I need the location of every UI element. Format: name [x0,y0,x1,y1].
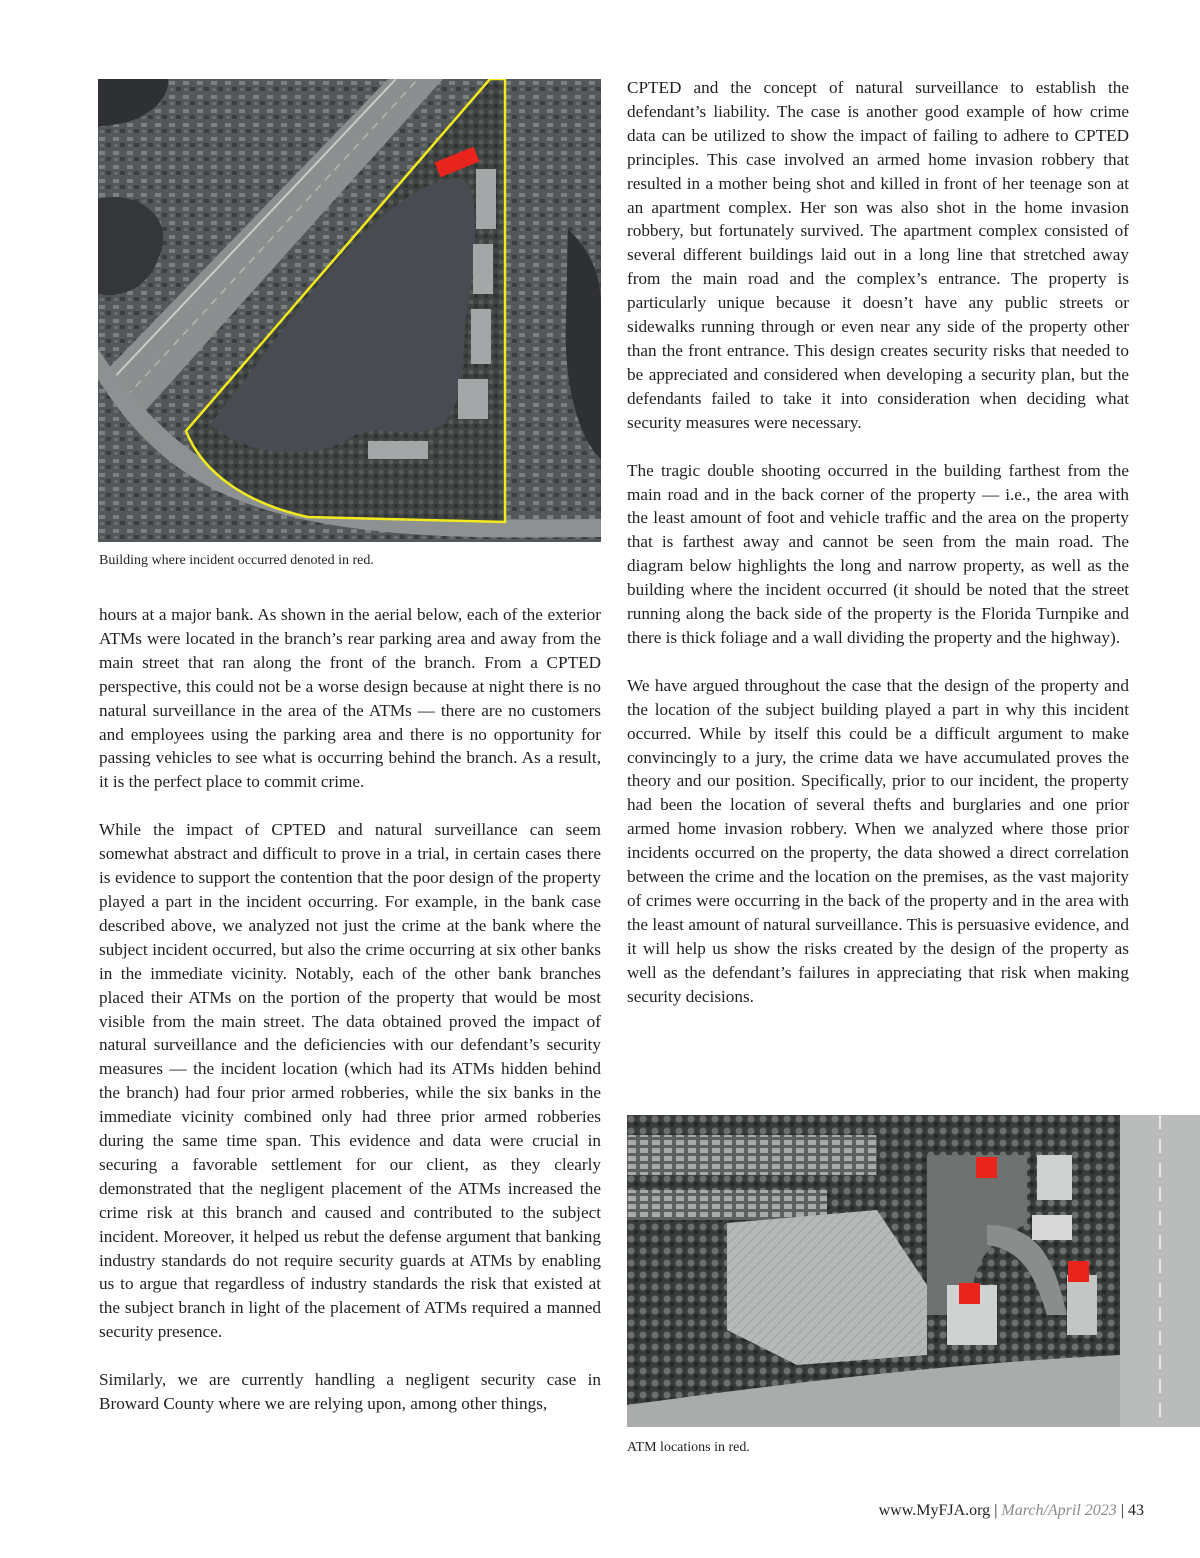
aerial-map-caption: Building where incident occurred denoted in red. [99,553,374,568]
right-paragraph-1: CPTED and the concept of natural surveillance to establish the defendant’s liability. The case is another good example of how crime data can be utilized to show the impact of failing to adhere to CPTED principles. This case involved an armed home invasion robbery that resulted in a mother being shot and killed in front of her teenage son at an apartment complex. Her son was also shot in the home invasion robbery, but fortunately survived. The apartment complex consisted of several different buildings laid out in a long line that stretched away from the main road and the complex’s entrance. The property is particularly unique because it doesn’t have any public streets or sidewalks running through or even near any side of the property other than the front entrance. This design creates security risks that needed to be appreciated and considered when developing a security plan, but the defendants failed to take it into consideration when deciding what security measures were necessary. [627,78,1129,432]
left-paragraph-1: hours at a major bank. As shown in the aerial below, each of the exterior ATMs were located in the branch’s rear parking area and away from the main street that ran along the front of the branch. From a CPTED perspective, this could not be a worse design because at night there is no natural surveillance in the area of the ATMs — there are no customers and employees using the parking area and there is no opportunity for passing vehicles to see what is occurring behind the branch. As a result, it is the perfect place to commit crime. [99,605,601,792]
right-column [627,76,1129,1009]
aerial-map-image [98,79,601,542]
footer-issue: March/April 2023 [1001,1502,1117,1519]
page-footer [879,1502,1144,1520]
left-column [99,603,601,1416]
atm-aerial-image [627,1115,1200,1427]
footer-website: www.MyFJA.org [878,1502,991,1519]
left-paragraph-2: While the impact of CPTED and natural surveillance can seem somewhat abstract and difficult to prove in a trial, in certain cases there is evidence to support the contention that the poor design of the property played a part in the incident occurring. For example, in the bank case described above, we analyzed not just the crime at the bank where the subject incident occurred, but also the crime occurring at six other banks in the immediate vicinity. Notably, each of the other bank branches placed their ATMs on the portion of the property that would be most visible from the main street. The data obtained proved the impact of natural surveillance and the deficiencies with our defendant’s security measures — the incident location (which had its ATMs hidden behind the branch) had four prior armed robberies, while the six banks in the immediate vicinity combined only had three prior armed robberies during the same time span. This evidence and data were crucial in securing a favorable settlement for our client, as they clearly demonstrated that the negligent placement of the ATMs increased the crime risk at this branch and caused and contributed to the subject incident. Moreover, it helped us rebut the defense argument that banking industry standards do not require security guards at ATMs by enabling us to argue that regardless of industry standards the risk that existed at the subject branch in light of the placement of ATMs required a manned security presence. [99,820,601,1342]
atm-photo-caption: ATM locations in red. [627,1440,750,1455]
footer-page-number: 43 [1128,1502,1144,1519]
right-paragraph-3: We have argued throughout the case that the design of the property and the location of the subject building played a part in why this incident occurred. While by itself this could be a difficult argument to make convincingly to a jury, the crime data we have accumulated proves the theory and our position. Specifically, prior to our incident, the property had been the location of several thefts and burglaries and one prior armed home invasion robbery. When we analyzed where those prior incidents occurred on the property, the data showed a direct correlation between the crime and the location on the premises, as the vast majority of crimes were occurring in the back of the property and in the area with the least amount of natural surveillance. This is persuasive evidence, and it will help us show the risks created by the design of the property as well as the defendant’s failures in appreciating that risk when making security decisions. [627,675,1129,1006]
footer-separator: | [994,1502,998,1519]
footer-separator-2: | [1120,1502,1124,1519]
right-paragraph-2: The tragic double shooting occurred in the building farthest from the main road and in the back corner of the property — i.e., the area with the least amount of foot and vehicle traffic and the area on the property that is farthest away and cannot be seen from the main road. The diagram below highlights the long and narrow property, as well as the building where the incident occurred (it should be noted that the street running along the back side of the property is the Florida Turnpike and there is thick foliage and a wall dividing the property and the highway). [627,460,1129,647]
left-paragraph-3: Similarly, we are currently handling a negligent security case in Broward County where we are relying upon, among other things, [99,1370,601,1414]
